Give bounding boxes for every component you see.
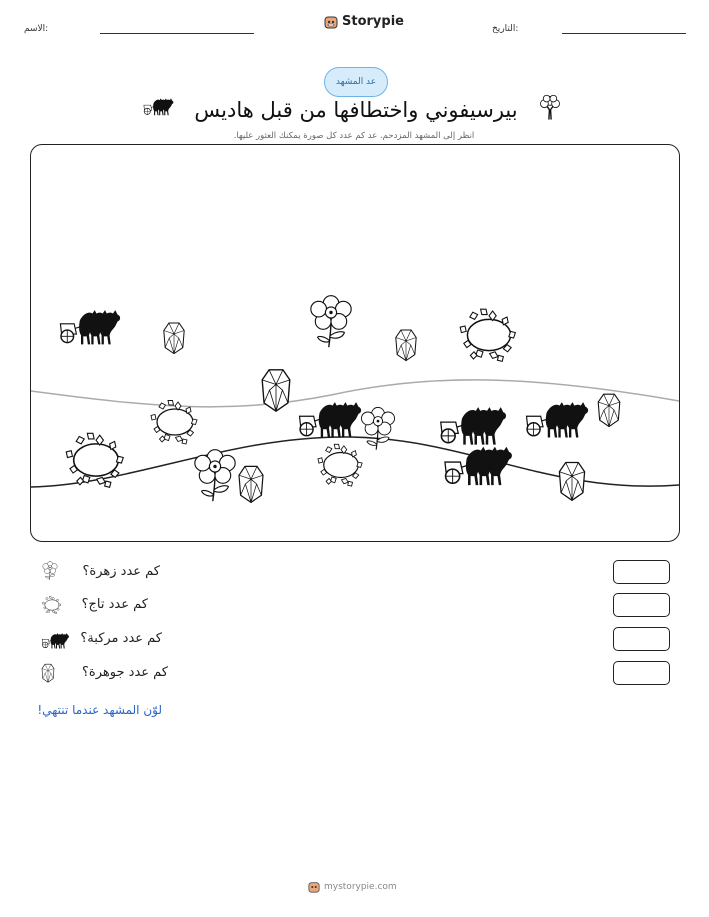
- answer-box-wreath[interactable]: [613, 593, 670, 617]
- chariot-icon: [60, 310, 120, 344]
- back-hill-line: [31, 380, 679, 407]
- wreath-icon: [66, 433, 123, 487]
- gem-icon: [164, 323, 184, 354]
- questions-section: [0, 558, 709, 688]
- gem-icon: [598, 394, 620, 426]
- gem-icon: [396, 330, 416, 361]
- storypie-logo: [324, 14, 404, 29]
- wreath-icon: [151, 401, 197, 445]
- flower-icon: [361, 407, 394, 449]
- tree-icon: [536, 92, 564, 122]
- question-text: كم عدد جوهرة؟: [82, 665, 168, 680]
- chariot-icon: [300, 402, 362, 437]
- chariot-icon: [445, 447, 512, 485]
- storypie-mascot-icon: [324, 15, 338, 29]
- question-row: [0, 558, 709, 588]
- brand-name: Storypie: [342, 14, 404, 29]
- flower-icon: [195, 450, 235, 502]
- answer-box-flower[interactable]: [613, 560, 670, 584]
- answer-box-gem[interactable]: [613, 661, 670, 685]
- gem-icon: [262, 370, 290, 411]
- chariot-icon: [140, 95, 176, 117]
- storypie-mascot-icon: [308, 881, 320, 893]
- date-field-line[interactable]: [562, 33, 686, 34]
- question-row: [0, 625, 709, 655]
- chariot-icon: [441, 407, 506, 445]
- flower-icon: [40, 560, 60, 582]
- counting-scene: [30, 144, 680, 542]
- gem-icon: [38, 661, 58, 685]
- date-label: التاريخ:: [492, 24, 519, 34]
- name-field-line[interactable]: [100, 33, 254, 34]
- gem-icon: [559, 463, 584, 501]
- wreath-icon: [40, 595, 64, 615]
- chariot-icon: [527, 402, 589, 437]
- activity-badge: عد المشهد: [324, 67, 388, 97]
- flower-icon: [311, 296, 351, 348]
- page-title: بيرسيفوني واختطافها من قبل هاديس: [194, 98, 518, 122]
- question-row: [0, 591, 709, 621]
- chariot-icon: [40, 630, 70, 650]
- question-row: [0, 659, 709, 689]
- question-text: كم عدد زهرة؟: [82, 564, 160, 579]
- scene-illustration: [31, 145, 679, 541]
- site-url[interactable]: mystorypie.com: [324, 882, 397, 892]
- wreath-icon: [318, 444, 362, 486]
- page-subtitle: انظر إلى المشهد المزدحم. عد كم عدد كل صورة يمكنك العثور عليها.: [233, 131, 475, 141]
- name-label: الاسم:: [24, 24, 49, 34]
- question-text: كم عدد مركبة؟: [80, 631, 162, 646]
- wreath-icon: [460, 309, 515, 361]
- gem-icon: [239, 466, 263, 502]
- color-instruction: لوّن المشهد عندما تنتهي!: [37, 703, 162, 717]
- answer-box-chariot[interactable]: [613, 627, 670, 651]
- question-text: كم عدد تاج؟: [81, 597, 148, 612]
- site-footer: [308, 881, 397, 893]
